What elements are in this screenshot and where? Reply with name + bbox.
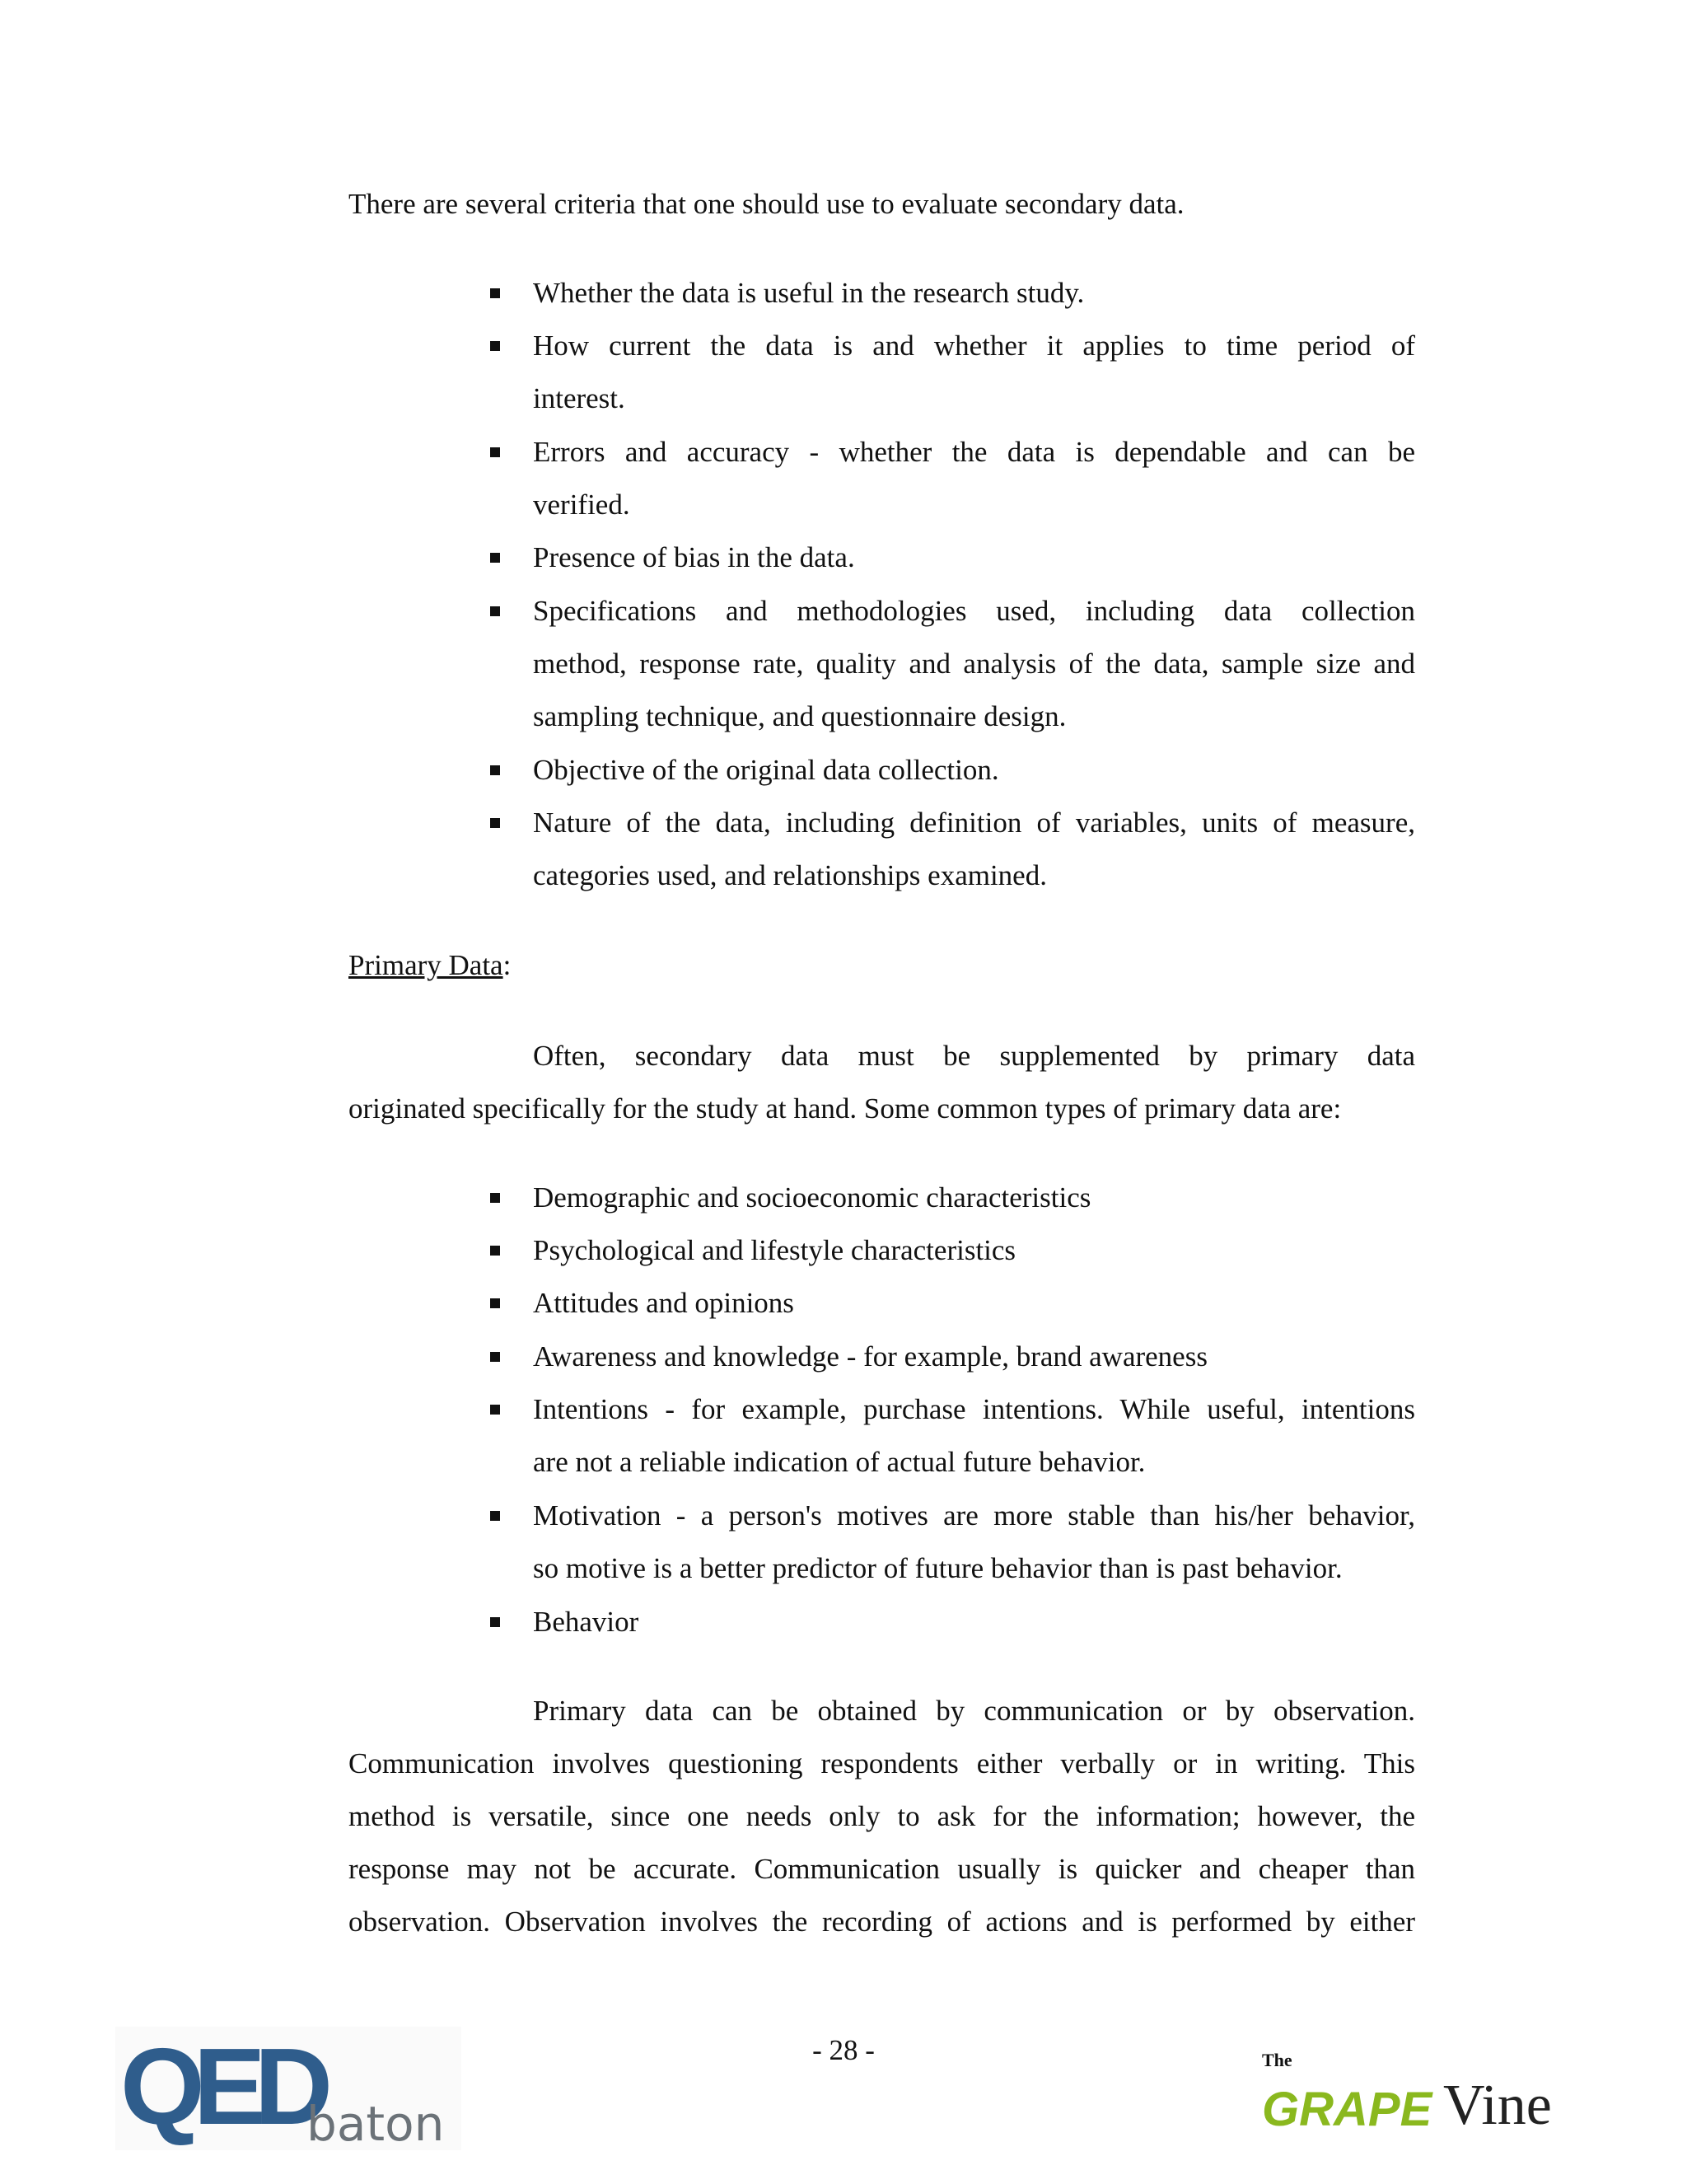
paragraph-line: response may not be accurate. Communication usually is quicker and cheaper than: [348, 1853, 1415, 1885]
logo-mark: QED: [120, 2027, 322, 2147]
list-item-text: Behavior: [533, 1606, 639, 1638]
paragraph-line: observation. Observation involves the recording of actions and is performed by either: [348, 1906, 1415, 1938]
list-item-text: Presence of bias in the data.: [533, 541, 855, 573]
list-item: [533, 1331, 1415, 1383]
section-heading: [348, 939, 1415, 992]
list-item-text: Whether the data is useful in the research study.: [533, 277, 1085, 309]
list-item: [533, 1596, 1415, 1649]
qed-baton-logo: [115, 2027, 461, 2150]
list-item: [533, 267, 1415, 320]
bullet-icon: [490, 1352, 500, 1362]
grapevine-logo: [1252, 2035, 1582, 2150]
list-item-text: Attitudes and opinions: [533, 1287, 794, 1319]
list-item-text: Psychological and lifestyle characteristics: [533, 1234, 1016, 1266]
list-item: [533, 1383, 1415, 1489]
section-heading-colon: :: [502, 949, 512, 981]
list-item-text: Specifications and methodologies used, including data collection: [533, 595, 1415, 627]
bullet-icon: [490, 288, 500, 298]
bullet-icon: [490, 553, 500, 563]
list-item-text: are not a reliable indication of actual future behavior.: [533, 1446, 1146, 1478]
list-item: [533, 426, 1415, 531]
logo-vine: Vine: [1443, 2074, 1552, 2137]
list-item-text: interest.: [533, 382, 625, 414]
list-item-text: categories used, and relationships examined.: [533, 859, 1047, 891]
list-item-text: Objective of the original data collection.: [533, 754, 999, 786]
list-item: [533, 1224, 1415, 1277]
bullet-icon: [490, 606, 500, 616]
bullet-icon: [490, 818, 500, 828]
obtain-paragraph: [348, 1685, 1415, 1948]
list-item-text: Intentions - for example, purchase intentions. While useful, intentions: [533, 1393, 1415, 1425]
list-item-text: sampling technique, and questionnaire design.: [533, 700, 1067, 732]
list-item-text: Nature of the data, including definition of variables, units of measure,: [533, 807, 1415, 839]
logo-grape: GRAPE: [1262, 2083, 1432, 2136]
list-item-text: Errors and accuracy - whether the data is dependable and can be: [533, 436, 1415, 468]
list-item: [533, 531, 1415, 584]
list-item: [533, 320, 1415, 425]
logo-word: baton: [306, 2096, 445, 2150]
list-item: [533, 585, 1415, 743]
list-item: [533, 797, 1415, 902]
paragraph-line: Primary data can be obtained by communication or by observation.: [533, 1695, 1415, 1727]
list-item-text: Motivation - a person's motives are more stable than his/her behavior,: [533, 1499, 1415, 1532]
list-item-text: verified.: [533, 489, 630, 521]
bullet-icon: [490, 1246, 500, 1256]
bullet-icon: [490, 1298, 500, 1308]
section-heading-title: Primary Data: [348, 949, 503, 981]
paragraph-line: method is versatile, since one needs only to ask for the information; however, the: [348, 1800, 1415, 1832]
intro-text: There are several criteria that one should use to evaluate secondary data.: [348, 188, 1185, 220]
bullet-icon: [490, 1511, 500, 1521]
paragraph-line: originated specifically for the study at hand. Some common types of primary data are:: [348, 1092, 1342, 1125]
list-item-text: method, response rate, quality and analysis of the data, sample size and: [533, 648, 1415, 680]
bullet-icon: [490, 1405, 500, 1415]
list-item-text: Demographic and socioeconomic characteristics: [533, 1181, 1091, 1214]
bullet-icon: [490, 341, 500, 351]
bullet-icon: [490, 447, 500, 457]
list-item-text: How current the data is and whether it applies to time period of: [533, 330, 1415, 362]
primary-paragraph: [348, 1030, 1415, 1135]
list-item: [533, 1490, 1415, 1595]
list-item: [533, 1277, 1415, 1330]
paragraph-line: Often, secondary data must be supplemented by primary data: [533, 1040, 1415, 1072]
list-item: [533, 1172, 1415, 1224]
list-item-text: Awareness and knowledge - for example, brand awareness: [533, 1340, 1208, 1373]
page-number: - 28 -: [812, 2034, 875, 2066]
bullet-icon: [490, 1193, 500, 1203]
bullet-icon: [490, 765, 500, 775]
logo-the: The: [1262, 2050, 1292, 2070]
paragraph-line: Communication involves questioning respondents either verbally or in writing. This: [348, 1747, 1415, 1779]
list-item-text: so motive is a better predictor of future behavior than is past behavior.: [533, 1552, 1343, 1584]
bullet-icon: [490, 1617, 500, 1627]
list-item: [533, 744, 1415, 797]
